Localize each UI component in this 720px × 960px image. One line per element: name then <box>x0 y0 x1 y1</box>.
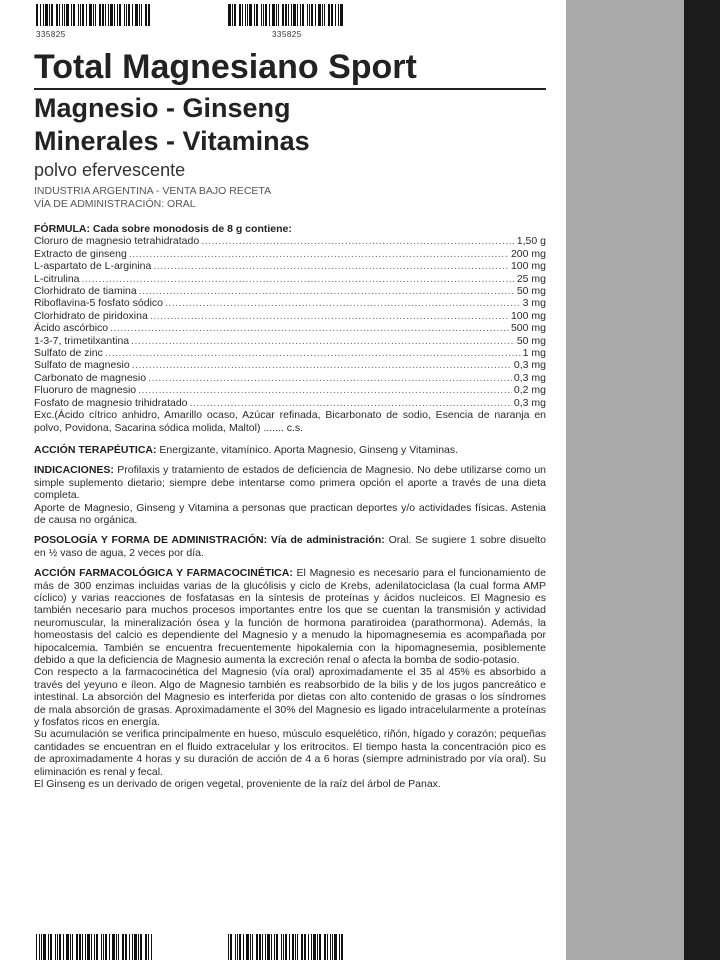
barcode-bar <box>272 4 275 26</box>
barcode-bar <box>259 934 261 960</box>
product-title: Total Magnesiano Sport <box>34 48 546 90</box>
barcode-bar <box>291 4 292 26</box>
barcode-bar <box>73 4 75 26</box>
dot-leader <box>129 248 509 260</box>
barcode-bar <box>102 4 104 26</box>
indicaciones-heading: INDICACIONES: <box>34 464 114 477</box>
barcode-bar <box>128 4 130 26</box>
barcode-bar <box>126 4 127 26</box>
barcode-bar <box>140 934 142 960</box>
barcode-number-top-left: 335825 <box>36 30 66 39</box>
barcode-bar <box>87 934 90 960</box>
barcode-bar <box>45 4 48 26</box>
ingredient-quantity: 100 mg <box>510 260 546 273</box>
barcode-bar <box>235 934 236 960</box>
barcode-bar <box>293 4 296 26</box>
barcode-bar <box>239 934 241 960</box>
ingredient-name: 1-3-7, trimetilxantina <box>34 334 130 347</box>
ingredient-row <box>34 372 546 384</box>
ingredient-quantity: 500 mg <box>510 322 546 335</box>
barcode-bar <box>71 4 72 26</box>
dot-leader <box>132 359 512 371</box>
ingredient-row <box>34 273 546 285</box>
barcode-bar <box>324 4 325 26</box>
ingredient-name: Sulfato de zinc <box>34 347 103 360</box>
ingredient-row <box>34 397 546 409</box>
barcode-bar <box>297 934 298 960</box>
barcode-bar <box>237 934 238 960</box>
barcode-bar <box>263 4 264 26</box>
farmacologia-text-1: El Magnesio es necesario para el funcionamiento de más de 300 enzimas incluidas varias de la glucólisis y ciclo de Krebs, adenilatociclasa (la cual forma AMP cíclico) y varias reacciones de fosfatasas en la síntesis de proteínas y ácidos nucleicos. El Magnesio es también necesario para muchos procesos importantes entre los que se cuentan la transmisión y actividad neuromuscular, la mineralización ósea y la función de hormona paratiroidea (parathormona). Además, la homeostasis del calcio es dependiente del Magnesio y a menudo la hipomagnesemia es acompañada por hipocalcemia. También se encuentra frecuentemente hipokalemia con la hipomagnesemia, posiblemente debido a que la deficiencia de Magnesio aumenta la excreción renal o afecta la bomba de sodio-potasio. <box>34 567 546 666</box>
dot-leader <box>82 273 515 285</box>
dot-leader <box>165 297 521 309</box>
barcode-bar <box>276 934 278 960</box>
barcode-bar <box>76 934 78 960</box>
formula-heading: FÓRMULA: Cada sobre monodosis de 8 g contiene: <box>34 223 292 235</box>
barcode-bar <box>319 934 321 960</box>
barcode-bar <box>43 4 44 26</box>
barcode-bar <box>129 934 130 960</box>
dot-leader <box>131 335 515 347</box>
barcode-bar <box>265 934 266 960</box>
barcode-bar <box>132 934 133 960</box>
barcode-bar <box>48 934 49 960</box>
barcode-bar <box>139 4 140 26</box>
barcode-bar <box>95 4 96 26</box>
barcode-bar <box>119 4 121 26</box>
barcode-bar <box>148 4 150 26</box>
indicaciones-text: Profilaxis y tratamiento de estados de deficiencia de Magnesio. No debe utilizarse como un simple suplemento dietario; siempre debe intentarse como primera opción el aporte a través de una dieta completa. <box>34 464 547 502</box>
barcode-bar <box>250 934 251 960</box>
barcode-bar <box>311 4 313 26</box>
barcode-bar <box>66 4 69 26</box>
barcode-bar <box>82 4 84 26</box>
barcode-bar <box>338 4 339 26</box>
barcode-bar <box>262 934 263 960</box>
barcode-bar <box>109 934 110 960</box>
barcode-bar <box>125 934 127 960</box>
ingredient-row <box>34 248 546 260</box>
barcode-bar <box>297 4 298 26</box>
ingredient-row <box>34 384 546 396</box>
ingredient-quantity: 0,3 mg <box>513 359 546 372</box>
barcode-bar <box>334 934 337 960</box>
barcode-bar <box>40 4 41 26</box>
barcode-bar <box>145 4 147 26</box>
barcode-bar <box>110 4 113 26</box>
ingredient-name: Clorhidrato de piridoxina <box>34 309 148 322</box>
barcode-bar <box>55 934 56 960</box>
barcode-bar <box>103 934 104 960</box>
barcode-bar <box>151 934 152 960</box>
barcode-bar <box>36 4 38 26</box>
barcode-bar <box>282 4 284 26</box>
barcode-bar <box>59 934 61 960</box>
barcode-bar <box>295 934 296 960</box>
ingredient-quantity: 0,3 mg <box>513 371 546 384</box>
barcode-bar <box>267 934 270 960</box>
indicaciones <box>34 464 546 501</box>
barcode-bar <box>108 4 109 26</box>
farmacologia-heading: ACCIÓN FARMACOLÓGICA Y FARMACOCINÉTICA: <box>34 567 293 580</box>
barcode-bar <box>285 4 287 26</box>
farmacologia-text-2: Con respecto a la farmacocinética del Magnesio (vía oral) aproximadamente el 35 al 45% es absorbido a través del yeyuno e íleon. Algo de Magnesio también es reabsorbido de la bilis y de los jugos pancreático e intestinal. La absorción del Magnesio es interferida por dietas con alto contenido de grasas o los síndromes de mala absorción de grasas. Aproximadamente el 30% del Magnesio es ligado intracelularmente a proteínas y fosfatos ricos en energía. <box>34 666 546 729</box>
ingredient-quantity: 50 mg <box>516 334 546 347</box>
barcode-bar <box>118 934 119 960</box>
dot-leader <box>201 235 515 247</box>
ingredient-name: Riboflavina-5 fosfato sódico <box>34 297 163 310</box>
ingredient-name: L-aspartato de L-arginina <box>34 260 152 273</box>
barcode-bar <box>335 4 336 26</box>
barcode-bar <box>285 934 287 960</box>
barcode-bar <box>265 4 267 26</box>
barcode-bar <box>63 934 64 960</box>
barcode-bar <box>232 4 233 26</box>
dot-leader <box>148 372 512 384</box>
barcode-bar <box>132 4 133 26</box>
barcode-bar <box>302 4 304 26</box>
barcode-bar <box>332 934 333 960</box>
barcode-bar <box>135 4 138 26</box>
ingredient-quantity: 25 mg <box>516 272 546 285</box>
product-form: polvo efervescente <box>34 160 186 180</box>
barcode-bar <box>328 4 330 26</box>
ingredient-row <box>34 347 546 359</box>
barcode-bar <box>56 4 58 26</box>
barcode-bar <box>64 4 65 26</box>
barcode-bar <box>105 4 106 26</box>
ingredient-name: L-citrulina <box>34 272 80 285</box>
barcode-bar <box>116 934 117 960</box>
barcode-bottom-right <box>228 934 346 960</box>
barcode-bar <box>114 4 115 26</box>
ingredient-row <box>34 310 546 322</box>
barcode-bar <box>79 934 81 960</box>
barcode-bar <box>93 4 94 26</box>
barcode-bar <box>145 934 147 960</box>
barcode-bar <box>311 934 312 960</box>
excipients-text: Exc.(Ácido cítrico anhidro, Amarillo ocaso, Azúcar refinada, Bicarbonato de sodio, Esencia de naranja en polvo, Povidona, Sacarina sódica molida, Maltol) ....... c.s. <box>34 409 546 434</box>
barcode-bar <box>41 934 42 960</box>
ingredient-row <box>34 322 546 334</box>
dot-leader <box>153 260 509 272</box>
barcode-bar <box>271 934 272 960</box>
barcode-bar <box>283 934 284 960</box>
dot-leader <box>105 347 521 359</box>
barcode-bar <box>261 4 262 26</box>
ingredient-quantity: 50 mg <box>516 285 546 298</box>
barcode-bar <box>72 934 73 960</box>
posologia <box>34 534 546 559</box>
barcode-bar <box>318 4 321 26</box>
barcode-bar <box>62 4 63 26</box>
barcode-bar <box>245 4 246 26</box>
barcode-bar <box>134 934 137 960</box>
dot-leader <box>150 310 509 322</box>
ingredient-name: Extracto de ginseng <box>34 247 127 260</box>
posologia-text: Oral. Se sugiere 1 sobre disuelto en ½ vaso de agua, 2 veces por día. <box>34 534 546 559</box>
ingredient-list <box>34 235 546 409</box>
barcode-bar <box>256 4 258 26</box>
leaflet-content <box>34 48 546 790</box>
ingredient-name: Carbonato de magnesio <box>34 371 147 384</box>
barcode-bar <box>324 934 326 960</box>
barcode-top-left <box>36 4 154 26</box>
ingredient-row <box>34 335 546 347</box>
barcode-bar <box>70 934 71 960</box>
ingredient-quantity: 1 mg <box>522 347 546 360</box>
barcode-bar <box>124 4 125 26</box>
indicaciones-text-2: Aporte de Magnesio, Ginseng y Vitamina a personas que practican deportes y/o actividades físicas. Astenia de causa no orgánica. <box>34 501 546 526</box>
ingredient-row <box>34 297 546 309</box>
barcode-bar <box>315 4 316 26</box>
barcode-bar <box>278 4 279 26</box>
barcode-bar <box>339 934 340 960</box>
barcode-bar <box>300 4 301 26</box>
origin-text: INDUSTRIA ARGENTINA - VENTA BAJO RECETA <box>34 185 272 197</box>
farmacologia-text-4: El Ginseng es un derivado de origen vegetal, proveniente de la raíz del árbol de Panax. <box>34 778 441 791</box>
barcode-bar <box>281 934 282 960</box>
right-dark-edge <box>684 0 720 960</box>
barcode-bar <box>289 934 290 960</box>
route-text: VÍA DE ADMINISTRACIÓN: ORAL <box>34 198 196 210</box>
barcode-bar <box>341 934 343 960</box>
barcode-bar <box>252 934 253 960</box>
right-gray-band <box>566 0 684 960</box>
barcode-bar <box>269 4 270 26</box>
barcode-bar <box>43 934 46 960</box>
ingredient-name: Cloruro de magnesio tetrahidratado <box>34 235 200 248</box>
barcode-bar <box>105 934 107 960</box>
barcode-bar <box>66 934 69 960</box>
barcode-bar <box>117 4 118 26</box>
barcode-bar <box>322 4 323 26</box>
product-meta <box>34 185 546 211</box>
barcode-bar <box>274 934 275 960</box>
barcode-bar <box>246 934 249 960</box>
ingredient-row <box>34 260 546 272</box>
barcode-bar <box>242 4 243 26</box>
product-subtitle-1: Magnesio - Ginseng <box>34 93 291 123</box>
product-subtitle-2: Minerales - Vitaminas <box>34 126 310 156</box>
dot-leader <box>110 322 509 334</box>
ingredient-row <box>34 285 546 297</box>
barcode-bar <box>256 934 258 960</box>
ingredient-name: Clorhidrato de tiamina <box>34 285 137 298</box>
barcode-bar <box>49 4 50 26</box>
barcode-bar <box>86 4 87 26</box>
barcode-bar <box>309 4 310 26</box>
barcode-bar <box>327 934 328 960</box>
barcode-bar <box>228 4 231 26</box>
ingredient-name: Fosfato de magnesio trihidratado <box>34 396 188 409</box>
accion-terapeutica-heading: ACCIÓN TERAPÉUTICA: <box>34 443 157 456</box>
barcode-bar <box>230 934 232 960</box>
ingredient-row <box>34 359 546 371</box>
barcode-bar <box>85 934 86 960</box>
posologia-heading: POSOLOGÍA Y FORMA DE ADMINISTRACIÓN: Vía de administración: <box>34 534 385 547</box>
ingredient-name: Sulfato de magnesio <box>34 359 130 372</box>
barcode-bar <box>99 4 101 26</box>
barcode-bar <box>276 4 277 26</box>
barcode-bar <box>313 934 316 960</box>
ingredient-quantity: 100 mg <box>510 309 546 322</box>
ingredient-quantity: 0,3 mg <box>513 396 546 409</box>
ingredient-row <box>34 235 546 247</box>
barcode-bar <box>317 934 318 960</box>
barcode-number-top-right: 335825 <box>272 30 302 39</box>
farmacologia <box>34 567 546 666</box>
farmacologia-text-3: Su acumulación se verifica principalmente en hueso, músculo esquelético, riñón, hígado y corazón; pequeñas cantidades se encuentran en el fluido extracelular y los eritrocitos. El tiempo hasta la concentración pico es de aproximadamente 4 horas y su duración de acción de 4 a 6 horas (siempre administrado por vía oral). Su eliminación es renal y fecal. <box>34 728 546 778</box>
barcode-bar <box>308 934 309 960</box>
barcode-bar <box>340 4 343 26</box>
barcode-bar <box>243 934 244 960</box>
barcode-bar <box>122 934 124 960</box>
barcode-bar <box>254 4 255 26</box>
barcode-bar <box>141 4 142 26</box>
barcode-bar <box>50 934 52 960</box>
dot-leader <box>190 397 512 409</box>
accion-terapeutica-text: Energizante, vitamínico. Aporta Magnesio, Ginseng y Vitaminas. <box>159 443 459 456</box>
barcode-bar <box>82 934 83 960</box>
barcode-bar <box>228 934 229 960</box>
barcode-bar <box>59 4 60 26</box>
barcode-bar <box>331 4 333 26</box>
barcode-bar <box>249 4 252 26</box>
barcode-bar <box>57 934 58 960</box>
dot-leader <box>138 384 512 396</box>
ingredient-name: Fluoruro de magnesio <box>34 384 137 397</box>
accion-terapeutica <box>34 444 546 456</box>
barcode-bar <box>247 4 248 26</box>
barcode-bar <box>304 934 306 960</box>
barcode-bottom-left <box>36 934 154 960</box>
barcode-bar <box>39 934 40 960</box>
ingredient-quantity: 200 mg <box>510 247 546 260</box>
barcode-top-right <box>228 4 346 26</box>
barcode-bar <box>36 934 37 960</box>
barcode-bar <box>138 934 139 960</box>
barcode-bar <box>234 4 236 26</box>
barcode-bar <box>91 934 92 960</box>
barcode-bar <box>78 4 79 26</box>
ingredient-quantity: 1,50 g <box>516 235 546 248</box>
barcode-bar <box>239 4 241 26</box>
ingredient-quantity: 3 mg <box>522 297 546 310</box>
barcode-bar <box>51 4 53 26</box>
barcode-bar <box>288 4 289 26</box>
barcode-bar <box>94 934 95 960</box>
barcode-bar <box>101 934 102 960</box>
barcode-bar <box>330 934 331 960</box>
barcode-bar <box>96 934 98 960</box>
barcode-bar <box>301 934 303 960</box>
barcode-bar <box>112 934 115 960</box>
barcode-bar <box>89 4 92 26</box>
ingredient-quantity: 0,2 mg <box>513 384 546 397</box>
ingredient-name: Ácido ascórbico <box>34 322 109 335</box>
barcode-bar <box>292 934 295 960</box>
barcode-bar <box>80 4 81 26</box>
barcode-bar <box>148 934 149 960</box>
barcode-bar <box>307 4 308 26</box>
formula-section <box>34 223 546 434</box>
dot-leader <box>139 285 515 297</box>
